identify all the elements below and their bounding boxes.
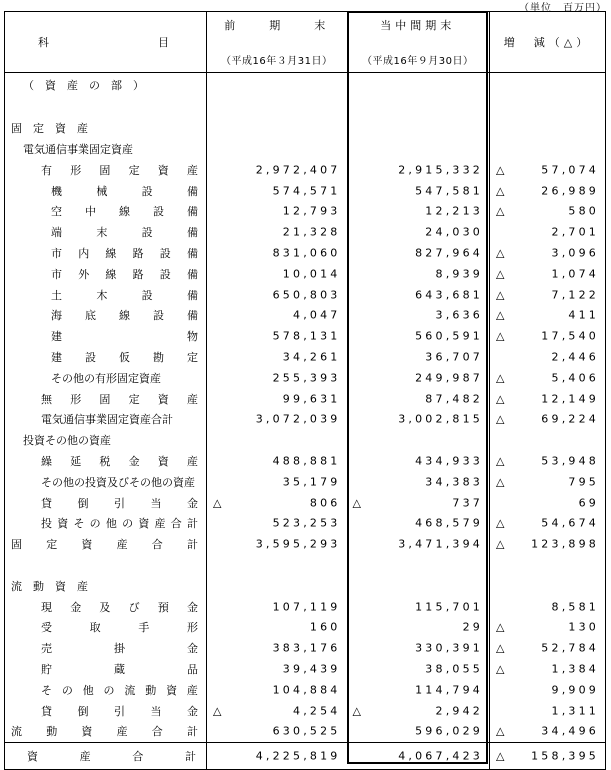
change-value: [490, 243, 606, 264]
amount: 578,131: [272, 329, 341, 343]
account-label: 受 取 手 形: [5, 617, 207, 638]
negative-marker: △: [352, 704, 361, 717]
account-label: 固 定 資 産 合 計: [5, 534, 207, 555]
change-value: [490, 73, 606, 98]
amount: 12,793: [282, 204, 341, 218]
amount: 630,525: [272, 724, 341, 738]
current-interim-value: [347, 201, 490, 222]
current-interim-value: [347, 638, 490, 659]
table-row: [5, 513, 606, 534]
change-value: [490, 326, 606, 347]
table-row: [5, 97, 606, 118]
amount: 99,631: [282, 392, 341, 406]
table-row: [5, 388, 606, 409]
change-value: [490, 471, 606, 492]
change-value: [490, 201, 606, 222]
amount: 34,383: [425, 475, 483, 489]
change-value: [490, 305, 606, 326]
header-change: 増 減（△）: [490, 12, 606, 73]
amount: 24,030: [425, 225, 483, 239]
amount: 21,328: [282, 225, 341, 239]
previous-period-value: [207, 97, 347, 118]
amount: 12,149: [541, 392, 599, 406]
current-interim-value: [347, 679, 490, 700]
amount: 8,581: [551, 600, 599, 614]
current-interim-value: [347, 118, 490, 139]
previous-period-value: [207, 409, 347, 430]
amount: 34,261: [282, 350, 341, 364]
negative-marker: △: [496, 620, 505, 634]
amount: 468,579: [415, 516, 483, 530]
current-interim-value: [347, 222, 490, 243]
account-label: そ の 他 の 流 動 資 産: [5, 679, 207, 700]
current-interim-value: [347, 575, 490, 596]
table-row: [5, 451, 606, 472]
account-label: 有 形 固 定 資 産: [5, 159, 207, 180]
amount: 1,384: [551, 662, 599, 676]
previous-period-value: [207, 659, 347, 680]
table-row: [5, 555, 606, 576]
change-value: [490, 534, 606, 555]
account-label: 売 掛 金: [5, 638, 207, 659]
change-value: [490, 638, 606, 659]
unit-note: （単位 百万円）: [519, 3, 607, 14]
amount: 596,029: [415, 724, 483, 738]
change-value: [490, 180, 606, 201]
previous-period-value: [207, 451, 347, 472]
previous-period-value: [207, 471, 347, 492]
table-row: [5, 326, 606, 347]
previous-period-value: [207, 534, 347, 555]
table-row: [5, 679, 606, 700]
current-interim-value: [347, 513, 490, 534]
amount: 52,784: [541, 641, 599, 655]
table-row: [5, 659, 606, 680]
previous-period-value: [207, 513, 347, 534]
amount: 1,074: [551, 267, 599, 281]
total-row: [5, 742, 606, 769]
table-row: [5, 430, 606, 451]
current-interim-value: [347, 159, 490, 180]
change-value: [490, 513, 606, 534]
account-label: 端 末 設 備: [5, 222, 207, 243]
table-row: [5, 305, 606, 326]
current-interim-value: [347, 263, 490, 284]
change-value: [490, 118, 606, 139]
amount: 9,909: [551, 683, 599, 697]
amount: 643,681: [415, 288, 483, 302]
negative-marker: △: [496, 329, 505, 343]
amount: 255,393: [272, 371, 341, 385]
previous-period-value: [207, 305, 347, 326]
amount: 39,439: [282, 662, 341, 676]
amount: 560,591: [415, 329, 483, 343]
account-label: 建 物: [5, 326, 207, 347]
change-value: [490, 659, 606, 680]
previous-period-value: [207, 367, 347, 388]
amount: 795: [568, 475, 599, 489]
previous-period-value: [207, 243, 347, 264]
negative-marker: △: [496, 516, 505, 530]
change-value: [490, 222, 606, 243]
amount: 2,915,332: [398, 163, 483, 177]
amount: 115,701: [415, 600, 483, 614]
amount: 3,595,293: [255, 537, 341, 551]
current-interim-value: [347, 534, 490, 555]
negative-marker: △: [496, 392, 505, 406]
change-value: [490, 263, 606, 284]
previous-period-value: [207, 679, 347, 700]
account-label: 現 金 及 び 預 金: [5, 596, 207, 617]
previous-period-value: [207, 347, 347, 368]
amount: 35,179: [282, 475, 341, 489]
amount: 547,581: [415, 184, 483, 198]
account-label: 海 底 線 設 備: [5, 305, 207, 326]
amount: 831,060: [272, 246, 341, 260]
current-interim-value: [347, 97, 490, 118]
amount: 10,014: [282, 267, 341, 281]
change-value: [490, 492, 606, 513]
negative-marker: △: [496, 267, 505, 281]
change-value: [490, 139, 606, 160]
amount: 3,636: [435, 308, 483, 322]
table-row: [5, 721, 606, 742]
table-row: [5, 471, 606, 492]
amount: 3,471,394: [398, 537, 483, 551]
total-change: △ 158,395: [490, 742, 606, 769]
balance-sheet-table: [4, 11, 606, 770]
negative-marker: △: [496, 308, 505, 322]
amount: 69,224: [541, 412, 599, 426]
amount: 107,119: [272, 600, 341, 614]
amount: 4,047: [293, 308, 341, 322]
account-label: （ 資 産 の 部 ）: [5, 73, 207, 98]
amount: 2,942: [435, 704, 483, 717]
negative-marker: △: [496, 246, 505, 260]
amount: 8,939: [435, 267, 483, 281]
change-value: [490, 159, 606, 180]
total-previous: 4,225,819: [207, 742, 347, 769]
header-current-interim: 当中間期末 （平成16年９月30日）: [347, 12, 490, 73]
current-interim-value: [347, 139, 490, 160]
change-value: [490, 700, 606, 721]
amount: 34,496: [541, 724, 599, 738]
previous-period-value: [207, 555, 347, 576]
change-value: [490, 679, 606, 700]
change-value: [490, 284, 606, 305]
current-interim-value: [347, 243, 490, 264]
negative-marker: △: [496, 662, 505, 676]
amount: 36,707: [425, 350, 483, 364]
change-value: [490, 575, 606, 596]
previous-period-value: [207, 326, 347, 347]
amount: 17,540: [541, 329, 599, 343]
amount: 54,674: [541, 516, 599, 530]
account-label: 電気通信事業固定資産: [5, 139, 207, 160]
previous-period-value: [207, 617, 347, 638]
account-label: 流 動 資 産 合 計: [5, 721, 207, 742]
negative-marker: △: [496, 454, 505, 468]
negative-marker: △: [496, 537, 505, 551]
header-account: 科 目: [5, 12, 207, 73]
table-row: [5, 139, 606, 160]
account-label: 建 設 仮 勘 定: [5, 347, 207, 368]
previous-period-value: [207, 159, 347, 180]
current-interim-value: [347, 596, 490, 617]
negative-marker: △: [213, 496, 222, 510]
table-row: [5, 492, 606, 513]
table-row: [5, 367, 606, 388]
table-row: [5, 222, 606, 243]
amount: 114,794: [415, 683, 483, 697]
current-interim-value: [347, 471, 490, 492]
account-label: 市 外 線 路 設 備: [5, 263, 207, 284]
account-label: その他の投資及びその他の資産: [5, 471, 207, 492]
previous-period-value: [207, 638, 347, 659]
previous-period-value: [207, 201, 347, 222]
negative-marker: △: [496, 288, 505, 302]
current-interim-value: [347, 180, 490, 201]
negative-marker: △: [496, 184, 505, 198]
table-row: [5, 534, 606, 555]
change-value: [490, 409, 606, 430]
current-interim-value: [347, 347, 490, 368]
header-previous-period: 前 期 末 （平成16年３月31日）: [207, 12, 347, 73]
amount: 4,254: [293, 704, 341, 717]
amount: 12,213: [425, 204, 483, 218]
table-row: [5, 575, 606, 596]
amount: 650,803: [272, 288, 341, 302]
change-value: [490, 97, 606, 118]
current-interim-value: [347, 305, 490, 326]
account-label: 市 内 線 路 設 備: [5, 243, 207, 264]
amount: 3,002,815: [398, 412, 483, 426]
previous-period-value: [207, 222, 347, 243]
table-row: [5, 596, 606, 617]
amount: 383,176: [272, 641, 341, 655]
current-interim-value: [347, 492, 490, 513]
account-label: 固 定 資 産: [5, 118, 207, 139]
table-row: [5, 284, 606, 305]
account-label: 投資その他の資産: [5, 430, 207, 451]
current-interim-value: [347, 659, 490, 680]
amount: 2,446: [551, 350, 599, 364]
amount: 29: [462, 620, 483, 634]
negative-marker: △: [496, 371, 505, 385]
amount: 38,055: [425, 662, 483, 676]
table-row: [5, 201, 606, 222]
header-row: [5, 12, 606, 73]
current-interim-value: [347, 617, 490, 638]
current-interim-value: [347, 367, 490, 388]
amount: 249,987: [415, 371, 483, 385]
amount: 806: [309, 496, 341, 510]
amount: 130: [568, 620, 599, 634]
amount: 7,122: [551, 288, 599, 302]
table-row: [5, 700, 606, 721]
negative-marker: △: [496, 412, 505, 426]
negative-marker: △: [213, 704, 222, 717]
amount: 411: [568, 308, 599, 322]
previous-period-value: [207, 596, 347, 617]
account-label: 貯 蔵 品: [5, 659, 207, 680]
previous-period-value: [207, 388, 347, 409]
table-row: [5, 243, 606, 264]
change-value: [490, 555, 606, 576]
amount: 523,253: [272, 516, 341, 530]
previous-period-value: [207, 492, 347, 513]
amount: 5,406: [551, 371, 599, 385]
total-label: 資 産 合 計: [5, 742, 207, 769]
amount: 488,881: [272, 454, 341, 468]
amount: 160: [309, 620, 341, 634]
account-label: 土 木 設 備: [5, 284, 207, 305]
current-interim-value: [347, 430, 490, 451]
account-label: [5, 97, 207, 118]
table-row: [5, 159, 606, 180]
current-interim-value: [347, 284, 490, 305]
previous-period-value: [207, 284, 347, 305]
current-interim-value: [347, 409, 490, 430]
current-interim-value: [347, 388, 490, 409]
previous-period-value: [207, 430, 347, 451]
table-row: [5, 617, 606, 638]
amount: 2,972,407: [255, 163, 341, 177]
negative-marker: △: [496, 641, 505, 655]
previous-period-value: [207, 73, 347, 98]
account-label: 投 資 そ の 他 の 資 産 合 計: [5, 513, 207, 534]
account-label: 電気通信事業固定資産合計: [5, 409, 207, 430]
previous-period-value: [207, 575, 347, 596]
current-interim-value: [347, 700, 490, 721]
account-label: 空 中 線 設 備: [5, 201, 207, 222]
negative-marker: △: [352, 496, 361, 510]
change-value: [490, 388, 606, 409]
table-row: [5, 180, 606, 201]
amount: 57,074: [541, 163, 599, 177]
current-interim-value: [347, 721, 490, 742]
previous-period-value: [207, 263, 347, 284]
amount: 3,072,039: [255, 412, 341, 426]
amount: 434,933: [415, 454, 483, 468]
account-label: 繰 延 税 金 資 産: [5, 451, 207, 472]
current-interim-value: [347, 326, 490, 347]
negative-marker: △: [496, 163, 505, 177]
amount: 104,884: [272, 683, 341, 697]
previous-period-value: [207, 721, 347, 742]
change-value: [490, 721, 606, 742]
amount: 2,701: [551, 225, 599, 239]
account-label: その他の有形固定資産: [5, 367, 207, 388]
account-label: 貸 倒 引 当 金: [5, 492, 207, 513]
change-value: [490, 617, 606, 638]
change-value: [490, 367, 606, 388]
amount: 69: [578, 496, 599, 510]
amount: 123,898: [531, 537, 599, 551]
amount: 87,482: [425, 392, 483, 406]
table-row: [5, 638, 606, 659]
change-value: [490, 596, 606, 617]
change-value: [490, 451, 606, 472]
amount: 1,311: [551, 704, 599, 717]
amount: 574,571: [272, 184, 341, 198]
previous-period-value: [207, 118, 347, 139]
previous-period-value: [207, 180, 347, 201]
total-current: 4,067,423: [347, 742, 490, 769]
current-interim-value: [347, 555, 490, 576]
amount: 26,989: [541, 184, 599, 198]
table-row: [5, 347, 606, 368]
change-value: [490, 347, 606, 368]
table-row: [5, 73, 606, 98]
account-label: 貸 倒 引 当 金: [5, 700, 207, 721]
table-row: [5, 409, 606, 430]
negative-marker: △: [496, 724, 505, 738]
amount: 3,096: [551, 246, 599, 260]
table-row: [5, 118, 606, 139]
account-label: 無 形 固 定 資 産: [5, 388, 207, 409]
current-interim-value: [347, 73, 490, 98]
amount: 53,948: [541, 454, 599, 468]
change-value: [490, 430, 606, 451]
previous-period-value: [207, 139, 347, 160]
current-interim-value: [347, 451, 490, 472]
amount: 330,391: [415, 641, 483, 655]
account-label: [5, 555, 207, 576]
account-label: 流 動 資 産: [5, 575, 207, 596]
amount: 737: [452, 496, 483, 510]
account-label: 機 械 設 備: [5, 180, 207, 201]
negative-marker: △: [496, 204, 505, 218]
amount: 827,964: [415, 246, 483, 260]
previous-period-value: [207, 700, 347, 721]
table-row: [5, 263, 606, 284]
negative-marker: △: [496, 475, 505, 489]
amount: 580: [568, 204, 599, 218]
